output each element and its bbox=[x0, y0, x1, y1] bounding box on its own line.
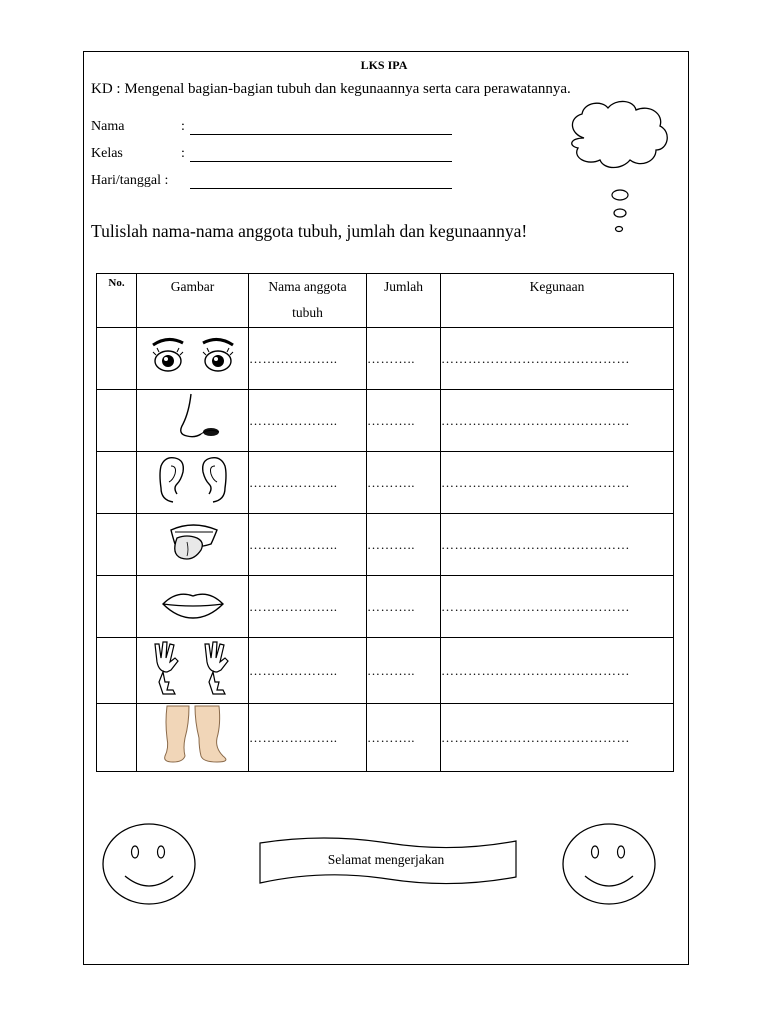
tongue-icon bbox=[143, 518, 243, 566]
jumlah-blank[interactable]: ……….. bbox=[367, 452, 441, 514]
hari-tanggal-line[interactable] bbox=[190, 188, 452, 189]
kegunaan-blank[interactable]: …………………………………… bbox=[441, 452, 674, 514]
row-number-cell[interactable] bbox=[97, 452, 137, 514]
picture-cell bbox=[137, 328, 249, 390]
table-row bbox=[97, 704, 674, 772]
nama-field[interactable] bbox=[91, 119, 185, 135]
nama-blank[interactable]: ……………….. bbox=[249, 576, 367, 638]
nama-blank[interactable]: ……………….. bbox=[249, 704, 367, 772]
row-number-cell[interactable] bbox=[97, 514, 137, 576]
lips-icon bbox=[143, 584, 243, 624]
table-row bbox=[97, 576, 674, 638]
kelas-field[interactable] bbox=[91, 146, 185, 162]
table-row bbox=[97, 638, 674, 704]
smiley-face-icon bbox=[561, 822, 657, 906]
jumlah-blank[interactable]: ……….. bbox=[367, 704, 441, 772]
jumlah-blank[interactable]: ……….. bbox=[367, 390, 441, 452]
kelas-colon: : bbox=[181, 146, 185, 161]
kd-statement: KD : Mengenal bagian-bagian tubuh dan kegunaannya serta cara perawatannya. bbox=[91, 81, 571, 97]
kegunaan-blank[interactable]: …………………………………… bbox=[441, 576, 674, 638]
header-gambar: Gambar bbox=[137, 274, 249, 328]
nama-blank[interactable]: ……………….. bbox=[249, 452, 367, 514]
eyes-icon bbox=[143, 331, 243, 381]
row-number-cell[interactable] bbox=[97, 328, 137, 390]
kegunaan-blank[interactable]: …………………………………… bbox=[441, 514, 674, 576]
picture-cell bbox=[137, 514, 249, 576]
nama-blank[interactable]: ……………….. bbox=[249, 328, 367, 390]
banner-text: Selamat mengerjakan bbox=[327, 852, 445, 867]
hari-tanggal-label: Hari/tanggal : bbox=[91, 173, 169, 188]
nama-blank[interactable]: ……………….. bbox=[249, 514, 367, 576]
kegunaan-blank[interactable]: …………………………………… bbox=[441, 704, 674, 772]
header-jumlah: Jumlah bbox=[367, 274, 441, 328]
kegunaan-blank[interactable]: …………………………………… bbox=[441, 390, 674, 452]
kelas-label: Kelas bbox=[91, 146, 123, 161]
kelas-line[interactable] bbox=[190, 161, 452, 162]
table-row bbox=[97, 514, 674, 576]
hands-icon bbox=[143, 638, 243, 698]
ears-icon bbox=[143, 454, 243, 506]
table-row bbox=[97, 452, 674, 514]
smiley-face-icon bbox=[101, 822, 197, 906]
instruction-text: Tulislah nama-nama anggota tubuh, jumlah dan kegunaannya! bbox=[91, 221, 528, 241]
jumlah-blank[interactable]: ……….. bbox=[367, 514, 441, 576]
picture-cell bbox=[137, 390, 249, 452]
nama-blank[interactable]: ……………….. bbox=[249, 638, 367, 704]
row-number-cell[interactable] bbox=[97, 576, 137, 638]
row-number-cell[interactable] bbox=[97, 390, 137, 452]
table-header-row bbox=[97, 274, 674, 328]
thought-cloud-icon bbox=[564, 100, 674, 240]
table-row bbox=[97, 328, 674, 390]
kegunaan-blank[interactable]: …………………………………… bbox=[441, 328, 674, 390]
worksheet-title: LKS IPA bbox=[360, 58, 408, 72]
kegunaan-blank[interactable]: …………………………………… bbox=[441, 638, 674, 704]
jumlah-blank[interactable]: ……….. bbox=[367, 638, 441, 704]
table-row bbox=[97, 390, 674, 452]
jumlah-blank[interactable]: ……….. bbox=[367, 328, 441, 390]
nama-colon: : bbox=[181, 119, 185, 134]
header-nama: Nama anggota tubuh bbox=[249, 274, 367, 328]
nose-icon bbox=[143, 390, 243, 446]
header-kegunaan: Kegunaan bbox=[441, 274, 674, 328]
picture-cell bbox=[137, 576, 249, 638]
jumlah-blank[interactable]: ……….. bbox=[367, 576, 441, 638]
body-parts-table bbox=[96, 273, 674, 772]
nama-blank[interactable]: ……………….. bbox=[249, 390, 367, 452]
nama-label: Nama bbox=[91, 119, 125, 134]
hari-tanggal-field[interactable] bbox=[91, 173, 185, 189]
row-number-cell[interactable] bbox=[97, 704, 137, 772]
header-no: No. bbox=[97, 274, 137, 328]
nama-line[interactable] bbox=[190, 134, 452, 135]
picture-cell bbox=[137, 704, 249, 772]
picture-cell bbox=[137, 638, 249, 704]
picture-cell bbox=[137, 452, 249, 514]
legs-icon bbox=[143, 704, 243, 766]
row-number-cell[interactable] bbox=[97, 638, 137, 704]
